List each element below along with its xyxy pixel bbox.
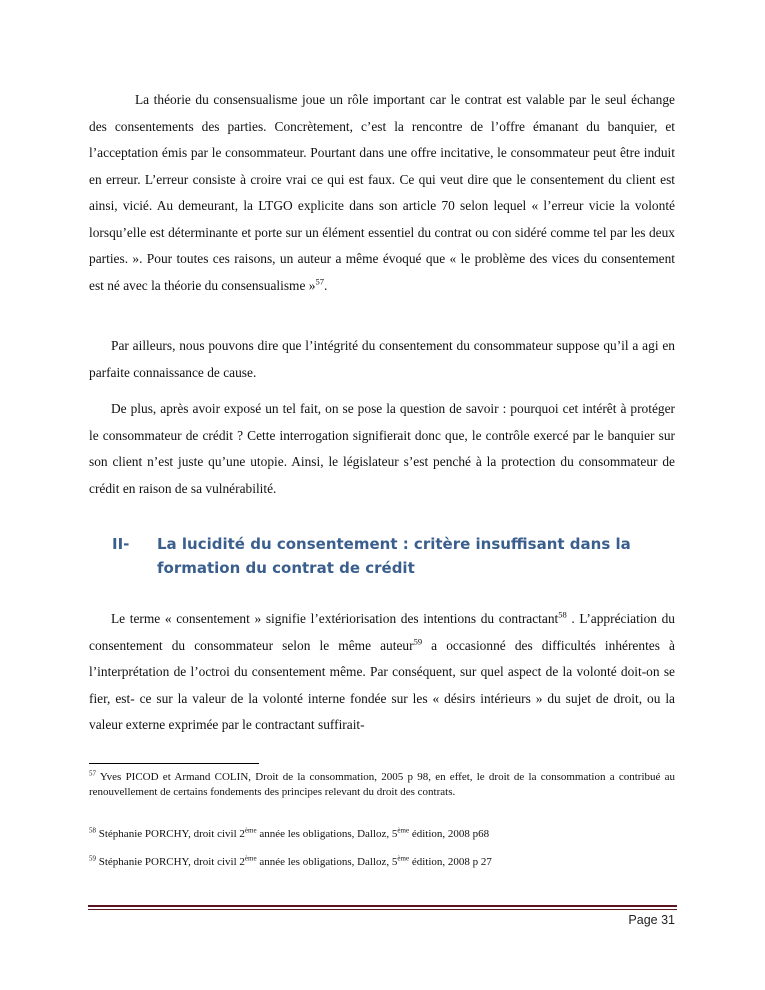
paragraph-terme-consentement xyxy=(89,606,675,739)
footnote-superscript: ème xyxy=(244,854,257,863)
footnote-superscript: ème xyxy=(397,826,410,835)
footer-rule-thin xyxy=(88,909,677,910)
footnote-text: Stéphanie PORCHY, droit civil 2 xyxy=(96,828,245,840)
footnote-superscript: ème xyxy=(244,826,257,835)
paragraph-text-part1: Le terme « consentement » signifie l’extériorisation des intentions du contractant xyxy=(111,611,559,626)
footnote-text: Yves PICOD et Armand COLIN, Droit de la consommation, 2005 p 98, en effet, le droit de la consommation a contribué au renouvellement de certains fondements des principes relevant du droit des contrats. xyxy=(89,771,675,798)
paragraph-text-part2: . L’appréciation du consentement du consommateur selon le même auteur xyxy=(89,611,675,653)
paragraph-text-part3: a occasionné des difficultés inhérentes à l’interprétation de l’octroi du consentement même. Par conséquent, sur quel aspect de la volonté doit-on se fier, est- ce sur la valeur de la volonté interne fondée sur les « désirs intérieurs » du sujet de droit, ou la valeur externe exprimée par le contractant suffirait- xyxy=(89,637,675,732)
paragraph-consensualisme xyxy=(89,87,675,299)
footnote-text: édition, 2008 p 27 xyxy=(409,856,492,868)
footnote-text: année les obligations, Dalloz, 5 xyxy=(256,856,398,868)
paragraph-integrite xyxy=(89,333,675,386)
paragraph-end: . xyxy=(323,277,328,293)
footnote-58 xyxy=(89,827,675,842)
footnote-ref-57: 57 xyxy=(315,276,324,287)
section-title: La lucidité du consentement : critère insuffisant dans la formation du contrat de crédit xyxy=(157,535,631,577)
footnote-59 xyxy=(89,855,675,870)
section-number: II- xyxy=(112,535,130,553)
footnote-number: 58 xyxy=(89,826,96,835)
paragraph-protection xyxy=(89,396,675,502)
footnote-ref-59: 59 xyxy=(413,636,423,647)
footnote-text: Stéphanie PORCHY, droit civil 2 xyxy=(96,856,245,868)
footnote-57 xyxy=(89,770,675,800)
section-heading xyxy=(112,532,652,580)
footnote-number: 57 xyxy=(89,769,96,778)
paragraph-text: La théorie du consensualisme joue un rôle important car le contrat est valable par le seul échange des consentements des parties. Concrètement, c’est la rencontre de l’offre émanant du banquier, et l’acceptation émis par le consommateur. Pourtant dans une offre incitative, le consommateur peut être induit en erreur. L’erreur consiste à croire vrai ce qui est faux. Ce qui veut dire que le consentement du client est ainsi, vicié. Au demeurant, la LTGO explicite dans son article 70 selon lequel « l’erreur vicie la volonté lorsqu’elle est déterminante et porte sur un élément essentiel du contrat ou con sidéré comme tel par les deux parties. ». Pour toutes ces raisons, un auteur a même évoqué que « le problème des vices du consentement est né avec la théorie du consensualisme » xyxy=(89,92,675,293)
paragraph-text: Par ailleurs, nous pouvons dire que l’intégrité du consentement du consommateur suppose qu’il a agi en parfaite connaissance de cause. xyxy=(89,338,675,380)
footnote-number: 59 xyxy=(89,854,96,863)
footnote-separator xyxy=(89,763,259,764)
paragraph-text: De plus, après avoir exposé un tel fait, on se pose la question de savoir : pourquoi cet intérêt à protéger le consommateur de crédit ? Cette interrogation signifierait donc que, le contrôle exercé par le banquier sur son client n’est juste qu’une utopie. Ainsi, le législateur s’est penché à la protection du consommateur de crédit en raison de sa vulnérabilité. xyxy=(89,401,675,496)
footnote-superscript: ème xyxy=(397,854,410,863)
footer-rule-thick xyxy=(88,905,677,907)
footnote-ref-58: 58 xyxy=(558,609,567,620)
page-number: Page 31 xyxy=(628,913,675,927)
footnote-text: année les obligations, Dalloz, 5 xyxy=(256,828,398,840)
footnote-text: édition, 2008 p68 xyxy=(409,828,490,840)
